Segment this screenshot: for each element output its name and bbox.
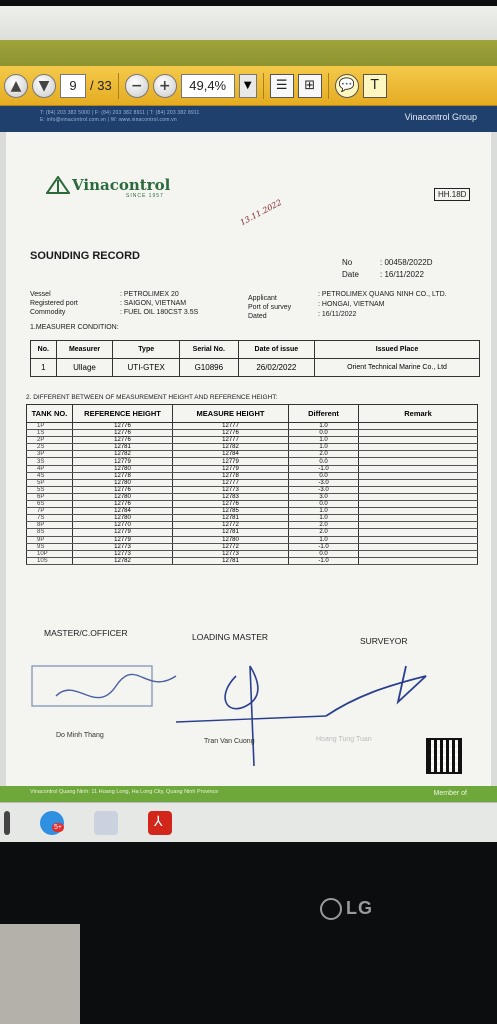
table-row bbox=[27, 437, 478, 444]
document-footer-band bbox=[0, 786, 497, 802]
table-cell: 7P bbox=[27, 508, 73, 515]
table-cell bbox=[359, 508, 478, 515]
table-cell: 1P bbox=[27, 423, 73, 430]
table-cell: 2.0 bbox=[289, 451, 359, 458]
pdf-reader-icon[interactable] bbox=[148, 811, 172, 835]
table-cell: 12785 bbox=[173, 508, 289, 515]
table-cell: Ullage bbox=[56, 359, 113, 377]
loading-master-signature bbox=[225, 666, 258, 766]
table-cell: 0.0 bbox=[289, 472, 359, 479]
table-cell: 12777 bbox=[173, 423, 289, 430]
separator bbox=[263, 73, 264, 99]
loading-master-underline bbox=[176, 716, 326, 722]
chat-app-icon[interactable] bbox=[40, 811, 64, 835]
table-cell: 1.0 bbox=[289, 515, 359, 522]
contact-info bbox=[40, 110, 200, 124]
table-cell bbox=[359, 529, 478, 536]
table-cell: 12780 bbox=[173, 536, 289, 543]
applicant-label: Applicant bbox=[248, 295, 277, 302]
table-cell: 1.0 bbox=[289, 536, 359, 543]
table-cell: 12773 bbox=[73, 550, 173, 557]
commodity-label: Commodity bbox=[30, 309, 66, 316]
table-cell: 12779 bbox=[73, 529, 173, 536]
table-row bbox=[27, 472, 478, 479]
table-cell: UTI-GTEX bbox=[113, 359, 180, 377]
table-cell: 12781 bbox=[73, 444, 173, 451]
surveyor-signature bbox=[326, 666, 426, 716]
table-cell: 12784 bbox=[73, 508, 173, 515]
table-cell: 1.0 bbox=[289, 444, 359, 451]
table-row bbox=[27, 543, 478, 550]
table-cell bbox=[359, 543, 478, 550]
table-row bbox=[27, 458, 478, 465]
table-cell bbox=[359, 493, 478, 500]
table-cell bbox=[359, 550, 478, 557]
vessel-labels bbox=[30, 290, 78, 317]
signature-title-loading: LOADING MASTER bbox=[192, 632, 269, 642]
column-header: Date of issue bbox=[238, 341, 314, 359]
contact-line-1: T: (84) 203 382 5000 | F: (84) 203 382 8911 | T: (84) 203 382 8911 bbox=[40, 110, 200, 116]
table-cell bbox=[359, 437, 478, 444]
contact-line-2: E: info@vinacontrol.com.vn | W: www.vinacontrol.com.vn bbox=[40, 117, 177, 123]
table-cell bbox=[359, 522, 478, 529]
master-signature bbox=[56, 674, 176, 697]
table-cell: 12776 bbox=[73, 423, 173, 430]
desk-surface bbox=[0, 924, 80, 1024]
document-title: SOUNDING RECORD bbox=[30, 250, 141, 262]
table-cell bbox=[359, 557, 478, 564]
registered-port-value: : SAIGON, VIETNAM bbox=[120, 300, 187, 307]
table-row bbox=[27, 508, 478, 515]
table-row bbox=[31, 359, 480, 377]
column-header: MEASURE HEIGHT bbox=[173, 405, 289, 423]
table-cell: 12778 bbox=[173, 472, 289, 479]
section-1-heading: 1.MEASURER CONDITION: bbox=[30, 324, 119, 331]
loading-master-name: Tran Van Cuong bbox=[204, 738, 255, 745]
date-label: Date bbox=[342, 270, 359, 279]
table-cell bbox=[359, 465, 478, 472]
table-cell: 4S bbox=[27, 472, 73, 479]
lg-logo-icon bbox=[320, 898, 342, 920]
table-cell: 2P bbox=[27, 437, 73, 444]
no-value: : 00458/2022D bbox=[380, 258, 433, 267]
column-header: Issued Place bbox=[315, 341, 480, 359]
column-header: Measurer bbox=[56, 341, 113, 359]
table-cell: 5P bbox=[27, 479, 73, 486]
table-cell: 12772 bbox=[173, 522, 289, 529]
highlight-icon: T bbox=[370, 78, 379, 93]
table-row bbox=[27, 550, 478, 557]
notification-badge: 5+ bbox=[54, 824, 62, 831]
table-cell: 12781 bbox=[173, 529, 289, 536]
table-cell: 12772 bbox=[173, 543, 289, 550]
arrow-down-icon: ▼ bbox=[38, 77, 50, 94]
date-value: : 16/11/2022 bbox=[380, 270, 424, 279]
table-cell: 2S bbox=[27, 444, 73, 451]
table-row bbox=[27, 451, 478, 458]
vessel-label: Vessel bbox=[30, 291, 51, 298]
arrow-up-icon: ▲ bbox=[10, 77, 22, 94]
dated-label: Dated bbox=[248, 313, 267, 320]
table-cell: 7S bbox=[27, 515, 73, 522]
table-cell bbox=[359, 486, 478, 493]
surveyor-name: Hoang Tung Tuan bbox=[316, 736, 372, 743]
table-cell bbox=[359, 536, 478, 543]
previous-page-button[interactable] bbox=[4, 74, 28, 98]
measurer-table bbox=[30, 340, 480, 377]
footer-address: Vinacontrol Quang Ninh: 11 Hoang Long, Ha Long City, Quang Ninh Province bbox=[30, 789, 219, 795]
comment-button[interactable] bbox=[335, 74, 359, 98]
applicant-values bbox=[318, 290, 447, 320]
table-cell: 1S bbox=[27, 430, 73, 437]
letterhead-band bbox=[0, 106, 497, 132]
table-cell: 12776 bbox=[73, 501, 173, 508]
table-cell: 1.0 bbox=[289, 437, 359, 444]
master-stamp bbox=[32, 666, 152, 706]
column-header: Remark bbox=[359, 405, 478, 423]
table-cell: 1.0 bbox=[289, 508, 359, 515]
table-cell: -1.0 bbox=[289, 557, 359, 564]
highlight-button[interactable] bbox=[363, 74, 387, 98]
zoom-level-input[interactable]: 49,4% bbox=[181, 74, 235, 98]
table-row bbox=[27, 557, 478, 564]
column-header: Type bbox=[113, 341, 180, 359]
table-cell bbox=[359, 430, 478, 437]
table-cell: 6S bbox=[27, 501, 73, 508]
comment-icon: 💬 bbox=[338, 78, 355, 93]
chevron-down-icon: ▼ bbox=[243, 80, 252, 91]
table-cell: 3P bbox=[27, 451, 73, 458]
table-cell: G10896 bbox=[180, 359, 239, 377]
table-cell: 12778 bbox=[73, 472, 173, 479]
footer-member: Member of bbox=[433, 790, 467, 797]
next-page-button[interactable] bbox=[32, 74, 56, 98]
window-top-strip bbox=[0, 6, 497, 40]
table-cell: -1.0 bbox=[289, 465, 359, 472]
table-cell: 12780 bbox=[73, 465, 173, 472]
table-cell: 12780 bbox=[73, 479, 173, 486]
table-row bbox=[27, 536, 478, 543]
title-bar bbox=[0, 40, 497, 66]
company-logo-text: Vinacontrol bbox=[72, 176, 171, 194]
table-row bbox=[27, 465, 478, 472]
plus-icon: + bbox=[158, 77, 171, 94]
table-cell bbox=[359, 423, 478, 430]
table-cell: 10S bbox=[27, 557, 73, 564]
sounding-table-body bbox=[27, 423, 478, 565]
signatures bbox=[26, 656, 486, 776]
table-cell: 12781 bbox=[173, 557, 289, 564]
table-cell: 12776 bbox=[173, 501, 289, 508]
table-row bbox=[27, 479, 478, 486]
table-cell: 12777 bbox=[173, 479, 289, 486]
fit-width-icon: ☰ bbox=[275, 78, 288, 93]
form-code: HH.18D bbox=[434, 188, 470, 201]
column-header: No. bbox=[31, 341, 57, 359]
table-cell: 10P bbox=[27, 550, 73, 557]
table-cell: -3.0 bbox=[289, 479, 359, 486]
table-row bbox=[27, 444, 478, 451]
table-cell: 3S bbox=[27, 458, 73, 465]
column-header: Different bbox=[289, 405, 359, 423]
zoom-out-button[interactable] bbox=[125, 74, 149, 98]
column-header: REFERENCE HEIGHT bbox=[73, 405, 173, 423]
table-cell: 12780 bbox=[73, 515, 173, 522]
table-cell bbox=[359, 515, 478, 522]
table-cell: Orient Technical Marine Co., Ltd bbox=[315, 359, 480, 377]
registered-port-label: Registered port bbox=[30, 300, 78, 307]
taskbar bbox=[0, 802, 497, 842]
table-row bbox=[27, 430, 478, 437]
table-cell: 12779 bbox=[73, 458, 173, 465]
table-cell: 6P bbox=[27, 493, 73, 500]
file-manager-icon[interactable] bbox=[94, 811, 118, 835]
date-stamp: 13.11.2022 bbox=[238, 197, 284, 228]
table-cell: 12773 bbox=[173, 550, 289, 557]
table-cell: 8S bbox=[27, 529, 73, 536]
table-cell: 12782 bbox=[73, 557, 173, 564]
table-cell: 12776 bbox=[173, 430, 289, 437]
table-cell: 12783 bbox=[173, 493, 289, 500]
table-cell: -1.0 bbox=[289, 543, 359, 550]
table-row bbox=[27, 522, 478, 529]
table-cell: 12776 bbox=[73, 486, 173, 493]
dated-value: : 16/11/2022 bbox=[318, 311, 357, 318]
pdf-icon: ⅄ bbox=[154, 814, 163, 830]
vinacontrol-logo-icon bbox=[46, 176, 70, 194]
commodity-value: : FUEL OIL 180CST 3.5S bbox=[120, 309, 199, 316]
table-cell: 1.0 bbox=[289, 423, 359, 430]
fit-page-button[interactable] bbox=[298, 74, 322, 98]
table-cell: 9P bbox=[27, 536, 73, 543]
qr-code bbox=[426, 738, 462, 774]
document-page bbox=[6, 132, 491, 832]
sounding-table bbox=[26, 404, 478, 565]
pdf-toolbar bbox=[0, 66, 497, 106]
group-name: Vinacontrol Group bbox=[404, 112, 477, 122]
table-cell bbox=[359, 458, 478, 465]
table-cell: 3.0 bbox=[289, 493, 359, 500]
table-cell bbox=[359, 451, 478, 458]
table-cell: 2.0 bbox=[289, 522, 359, 529]
table-cell: 12776 bbox=[73, 430, 173, 437]
table-header-row bbox=[27, 405, 478, 423]
table-row bbox=[27, 493, 478, 500]
table-cell: 1 bbox=[31, 359, 57, 377]
table-cell: 12773 bbox=[173, 486, 289, 493]
table-cell: 5S bbox=[27, 486, 73, 493]
table-cell: 12773 bbox=[73, 543, 173, 550]
table-cell: 12777 bbox=[173, 437, 289, 444]
table-cell: 12781 bbox=[173, 515, 289, 522]
minus-icon: − bbox=[130, 77, 143, 94]
table-header-row bbox=[31, 341, 480, 359]
applicant-labels bbox=[248, 294, 291, 321]
monitor-brand: LG bbox=[346, 898, 373, 918]
table-cell: 12779 bbox=[173, 465, 289, 472]
table-cell bbox=[359, 479, 478, 486]
table-cell: 9S bbox=[27, 543, 73, 550]
fit-page-icon: ⊞ bbox=[304, 78, 316, 93]
table-cell: 4P bbox=[27, 465, 73, 472]
table-row bbox=[27, 423, 478, 430]
table-cell: 12782 bbox=[173, 444, 289, 451]
separator bbox=[328, 73, 329, 99]
table-cell: 12779 bbox=[173, 458, 289, 465]
port-of-survey-label: Port of survey bbox=[248, 304, 292, 311]
zoom-in-button[interactable] bbox=[153, 74, 177, 98]
table-cell: 12780 bbox=[73, 493, 173, 500]
taskbar-edge bbox=[4, 811, 10, 835]
table-cell: 12779 bbox=[73, 536, 173, 543]
table-row bbox=[27, 515, 478, 522]
port-of-survey-value: : HONGAI, VIETNAM bbox=[318, 301, 385, 308]
column-header: TANK NO. bbox=[27, 405, 73, 423]
table-cell: 0.0 bbox=[289, 458, 359, 465]
no-label: No bbox=[342, 258, 353, 267]
since-label: SINCE 1957 bbox=[126, 193, 164, 199]
applicant-value: : PETROLIMEX QUANG NINH CO., LTD. bbox=[318, 291, 447, 298]
table-cell: 0.0 bbox=[289, 430, 359, 437]
vessel-values bbox=[120, 290, 198, 317]
table-cell: 12784 bbox=[173, 451, 289, 458]
master-name: Do Minh Thang bbox=[56, 732, 104, 739]
column-header: Serial No. bbox=[180, 341, 239, 359]
table-cell: 0.0 bbox=[289, 550, 359, 557]
table-cell bbox=[359, 501, 478, 508]
vessel-value: : PETROLIMEX 20 bbox=[120, 291, 179, 298]
table-cell: 12770 bbox=[73, 522, 173, 529]
table-cell bbox=[359, 472, 478, 479]
separator bbox=[118, 73, 119, 99]
table-cell: 12776 bbox=[73, 437, 173, 444]
table-row bbox=[27, 486, 478, 493]
monitor-screen bbox=[0, 6, 497, 842]
table-cell: -3.0 bbox=[289, 486, 359, 493]
table-row bbox=[27, 501, 478, 508]
page-number-input[interactable]: 9 bbox=[60, 74, 86, 98]
table-cell: 0.0 bbox=[289, 501, 359, 508]
table-cell: 2.0 bbox=[289, 529, 359, 536]
page-total: / 33 bbox=[90, 78, 112, 93]
table-cell: 12782 bbox=[73, 451, 173, 458]
fit-width-button[interactable] bbox=[270, 74, 294, 98]
signature-title-surveyor: SURVEYOR bbox=[360, 636, 408, 646]
table-cell: 8P bbox=[27, 522, 73, 529]
table-cell bbox=[359, 444, 478, 451]
zoom-dropdown-button[interactable] bbox=[239, 74, 257, 98]
table-row bbox=[27, 529, 478, 536]
section-2-heading: 2. DIFFERENT BETWEEN OF MEASUREMENT HEIGHT AND REFERENCE HEIGHT: bbox=[26, 394, 278, 401]
signature-title-master: MASTER/C.OFFICER bbox=[44, 628, 128, 638]
table-cell: 26/02/2022 bbox=[238, 359, 314, 377]
